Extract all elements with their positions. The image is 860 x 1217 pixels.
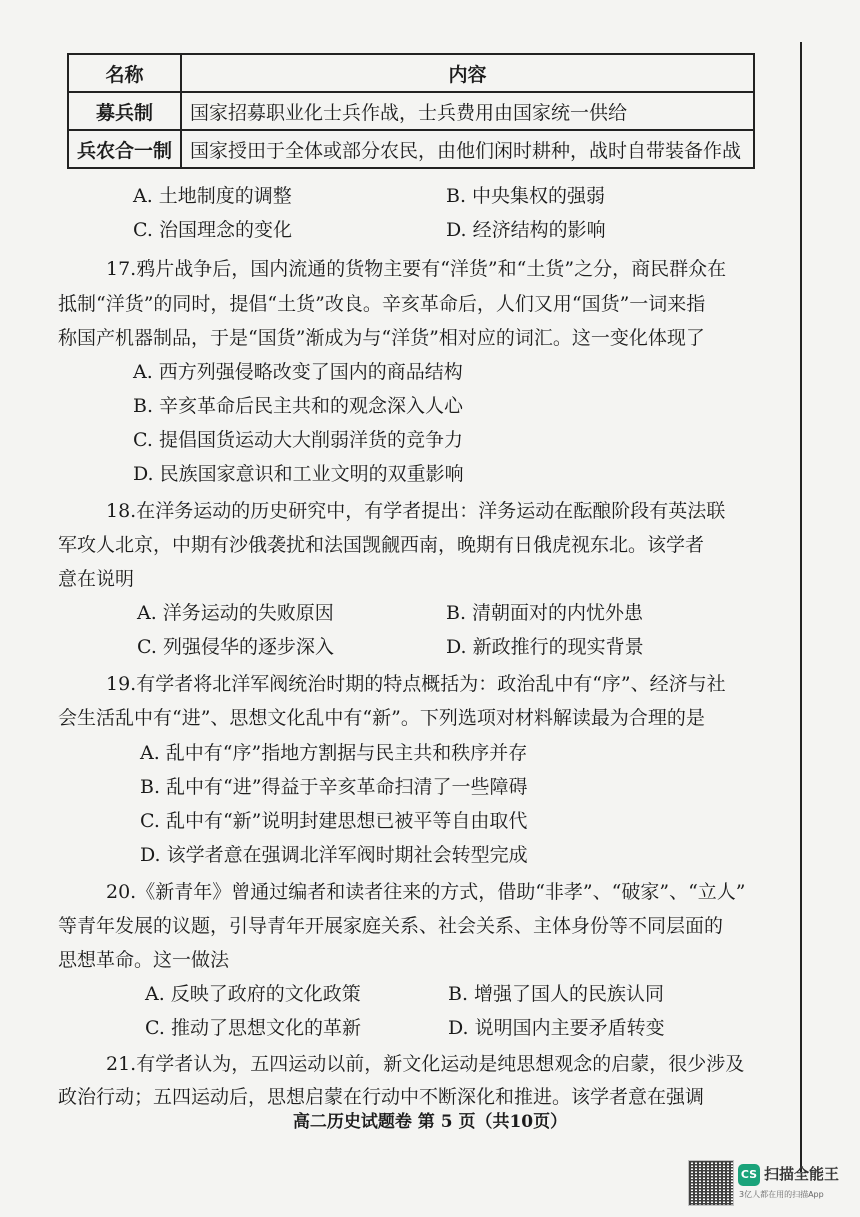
q21-stem-line: 21.有学者认为，五四运动以前，新文化运动是纯思想观念的启蒙，很少涉及	[106, 1053, 745, 1075]
q20-option-b: B. 增强了国人的民族认同	[448, 983, 665, 1005]
q18-stem-line: 意在说明	[58, 568, 135, 590]
q17-stem-line: 17.鸦片战争后，国内流通的货物主要有“洋货”和“土货”之分，商民群众在	[106, 258, 727, 280]
table-header-cell: 名称	[68, 54, 181, 92]
table-row	[68, 92, 754, 130]
comparison-table	[67, 53, 755, 169]
q19-stem-line: 会生活乱中有“进”、思想文化乱中有“新”。下列选项对材料解读最为合理的是	[58, 707, 705, 729]
q17-stem-line: 抵制“洋货”的同时，提倡“土货”改良。辛亥革命后，人们又用“国货”一词来指	[58, 293, 706, 315]
q17-stem-line: 称国产机器制品，于是“国货”渐成为与“洋货”相对应的词汇。这一变化体现了	[58, 327, 705, 349]
q20-stem-line: 20.《新青年》曾通过编者和读者往来的方式，借助“非孝”、“破家”、“立人”	[106, 881, 746, 903]
q20-stem-line: 思想革命。这一做法	[58, 949, 230, 971]
q18-option-c: C. 列强侵华的逐步深入	[137, 636, 334, 658]
table-cell: 兵农合一制	[68, 130, 181, 168]
q17-option-b: B. 辛亥革命后民主共和的观念深入人心	[133, 395, 464, 417]
scanner-app-name: 扫描全能王	[764, 1165, 840, 1183]
q16-option-a: A. 土地制度的调整	[133, 185, 292, 207]
qr-code-icon	[688, 1160, 734, 1206]
q16-option-c: C. 治国理念的变化	[133, 219, 292, 241]
q21-stem-line: 政治行动；五四运动后，思想启蒙在行动中不断深化和推进。该学者意在强调	[58, 1086, 705, 1108]
page-footer: 高二历史试题卷 第 5 页（共10页）	[292, 1112, 568, 1132]
q18-option-b: B. 清朝面对的内忧外患	[446, 602, 644, 624]
q18-option-d: D. 新政推行的现实背景	[446, 636, 644, 658]
q19-option-b: B. 乱中有“进”得益于辛亥革命扫清了一些障碍	[140, 776, 528, 798]
margin-rule	[800, 42, 802, 1172]
q20-option-d: D. 说明国内主要矛盾转变	[448, 1017, 665, 1039]
q18-stem-line: 军攻人北京，中期有沙俄袭扰和法国觊觎西南，晚期有日俄虎视东北。该学者	[58, 534, 705, 556]
q20-option-a: A. 反映了政府的文化政策	[145, 983, 361, 1005]
q19-option-a: A. 乱中有“序”指地方割据与民主共和秩序并存	[140, 742, 528, 764]
scanner-tagline: 3亿人都在用的扫描App	[739, 1190, 824, 1199]
q16-option-b: B. 中央集权的强弱	[446, 185, 606, 207]
q17-option-d: D. 民族国家意识和工业文明的双重影响	[133, 463, 464, 485]
table-cell: 国家授田于全体或部分农民，由他们闲时耕种，战时自带装备作战	[181, 130, 754, 168]
camscanner-logo-icon: CS	[738, 1164, 760, 1186]
table-cell: 国家招募职业化士兵作战，士兵费用由国家统一供给	[181, 92, 754, 130]
table-header-cell: 内容	[181, 54, 754, 92]
q19-option-d: D. 该学者意在强调北洋军阀时期社会转型完成	[140, 844, 528, 866]
q18-stem-line: 18.在洋务运动的历史研究中，有学者提出：洋务运动在酝酿阶段有英法联	[106, 500, 726, 522]
table-row	[68, 130, 754, 168]
table-header-row	[68, 54, 754, 92]
q19-option-c: C. 乱中有“新”说明封建思想已被平等自由取代	[140, 810, 528, 832]
table-cell: 募兵制	[68, 92, 181, 130]
q19-stem-line: 19.有学者将北洋军阀统治时期的特点概括为：政治乱中有“序”、经济与社	[106, 673, 726, 695]
q17-option-a: A. 西方列强侵略改变了国内的商品结构	[133, 361, 463, 383]
q16-option-d: D. 经济结构的影响	[446, 219, 606, 241]
q20-stem-line: 等青年发展的议题，引导青年开展家庭关系、社会关系、主体身份等不同层面的	[58, 915, 724, 937]
scanner-watermark	[660, 1156, 850, 1208]
q18-option-a: A. 洋务运动的失败原因	[137, 602, 334, 624]
q17-option-c: C. 提倡国货运动大大削弱洋货的竞争力	[133, 429, 463, 451]
q20-option-c: C. 推动了思想文化的革新	[145, 1017, 361, 1039]
